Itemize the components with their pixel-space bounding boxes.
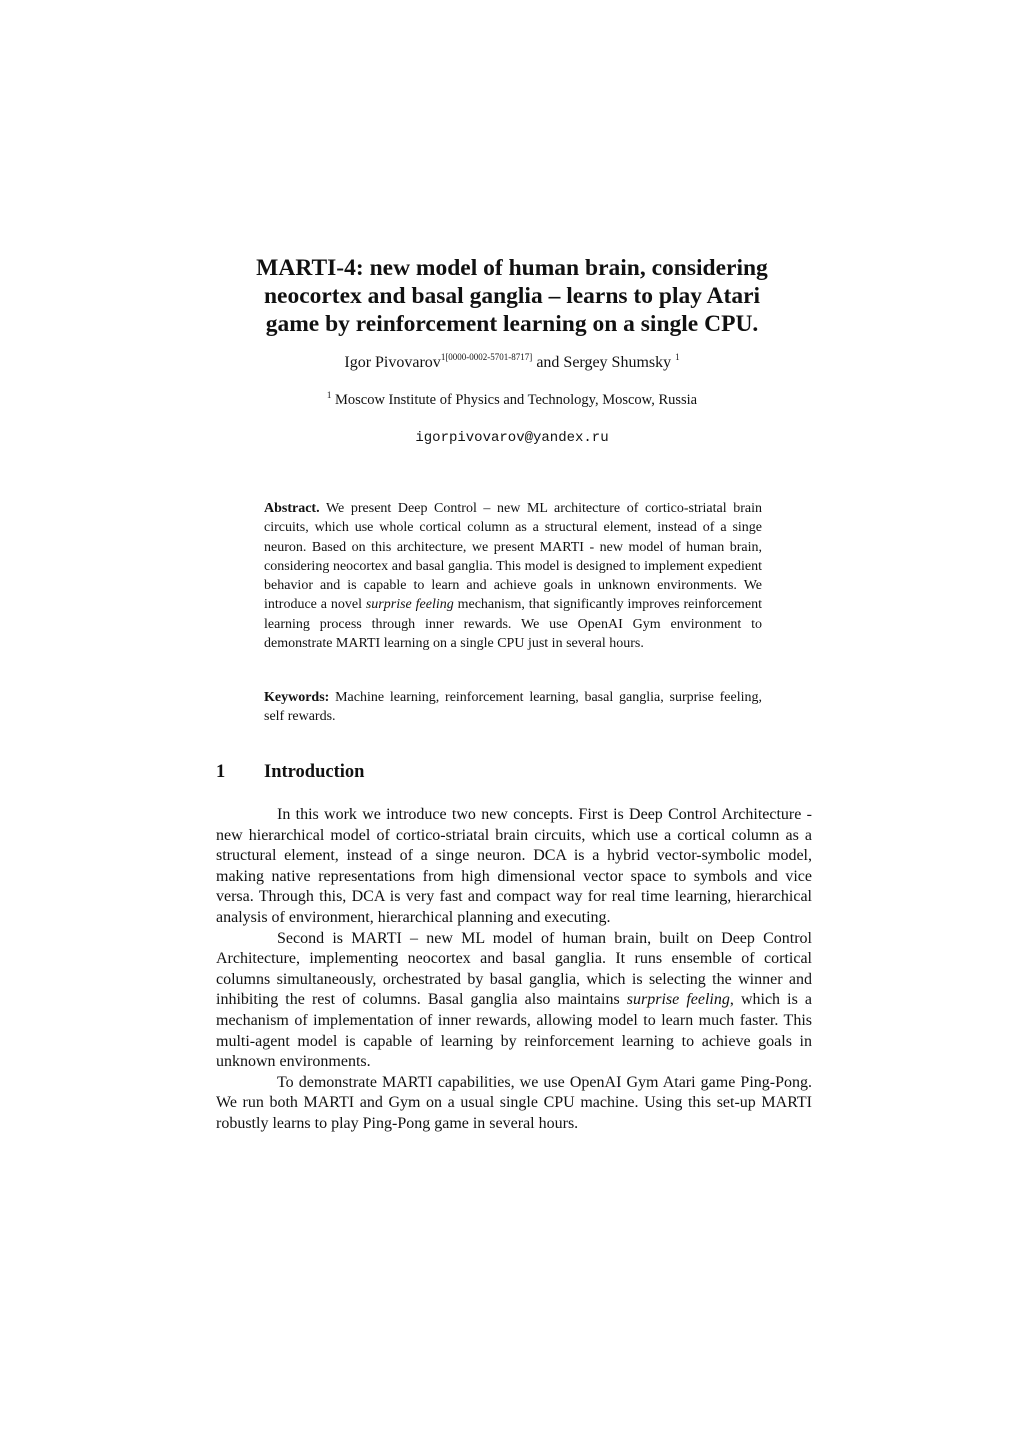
intro-paragraph-1: In this work we introduce two new concepts. First is Deep Control Architecture - new hierarchical model of cortico-striatal brain circuits, which use a cortical column as a structural element, instead of a singe neuron. DCA is a hybrid vector-symbolic model, making native representations from high dimensional vector space to symbols and vice versa. Through this, DCA is very fast and compact way for real time learning, hierarchical analysis of environment, hierarchical planning and executing. [216, 806, 812, 926]
section-title: Introduction [264, 762, 365, 782]
section-number: 1 [216, 762, 226, 782]
author-1-name: Igor Pivovarov [344, 354, 441, 371]
author-connector: and Sergey Shumsky [532, 354, 676, 371]
introduction-body [216, 805, 812, 1135]
paper-title [200, 254, 824, 338]
intro-paragraph-2-italic-term: surprise feeling [626, 991, 730, 1009]
abstract [264, 499, 762, 653]
affiliation-marker: 1 [326, 390, 332, 400]
affiliation-text: Moscow Institute of Physics and Technology, Moscow, Russia [331, 392, 698, 408]
keywords-text: Machine learning, reinforcement learning, basal ganglia, surprise feeling, self rewards. [264, 690, 762, 725]
keywords-label: Keywords: [264, 690, 330, 705]
keywords [264, 688, 762, 727]
author-1-affiliation-orcid: 1[0000-0002-5701-8717] [440, 352, 533, 362]
title-line-2: neocortex and basal ganglia – learns to play Atari [263, 283, 761, 309]
intro-paragraph-3: To demonstrate MARTI capabilities, we use OpenAI Gym Atari game Ping-Pong. We run both MARTI and Gym on a usual single CPU machine. Using this set-up MARTI robustly learns to play Ping-Pong game in several hours. [216, 1073, 812, 1132]
author-list [200, 352, 824, 374]
abstract-text-1: We present Deep Control – new ML architecture of cortico-striatal brain circuits, which use whole cortical column as a structural element, instead of a singe neuron. Based on this architecture, we present MARTI - new model of human brain, considering neocortex and basal ganglia. This model is designed to implement expedient behavior and is capable to learn and achieve goals in unknown environments. We introduce a novel [264, 501, 762, 613]
affiliation [200, 390, 824, 410]
section-heading [216, 760, 364, 784]
intro-paragraph-2-text-1: Second is MARTI – new ML model of human brain, built on Deep Control Architecture, implementing neocortex and basal ganglia. It runs ensemble of cortical columns simultaneously, orchestrated by basal ganglia, which is selecting the winner and inhibiting the rest of columns. Basal ganglia also maintains [216, 929, 812, 1009]
title-line-1: MARTI-4: new model of human brain, considering [256, 255, 768, 281]
author-2-affiliation: 1 [675, 352, 680, 362]
contact-email: igorpivovarov@yandex.ru [415, 430, 609, 446]
abstract-label: Abstract. [264, 501, 320, 516]
title-line-3: game by reinforcement learning on a single CPU. [265, 311, 759, 337]
abstract-text-2: mechanism, that significantly improves reinforcement learning process through inner rewards. We use OpenAI Gym environment to demonstrate MARTI learning on a single CPU just in several hours. [264, 597, 763, 652]
intro-paragraph-2 [216, 929, 812, 1073]
intro-paragraph-2-text-2: , which is a mechanism of implementation of inner rewards, allowing model to learn much faster. This multi-agent model is capable of learning by reinforcement learning to achieve goals in unknown environments. [216, 991, 812, 1071]
abstract-italic-term: surprise feeling [365, 597, 454, 613]
